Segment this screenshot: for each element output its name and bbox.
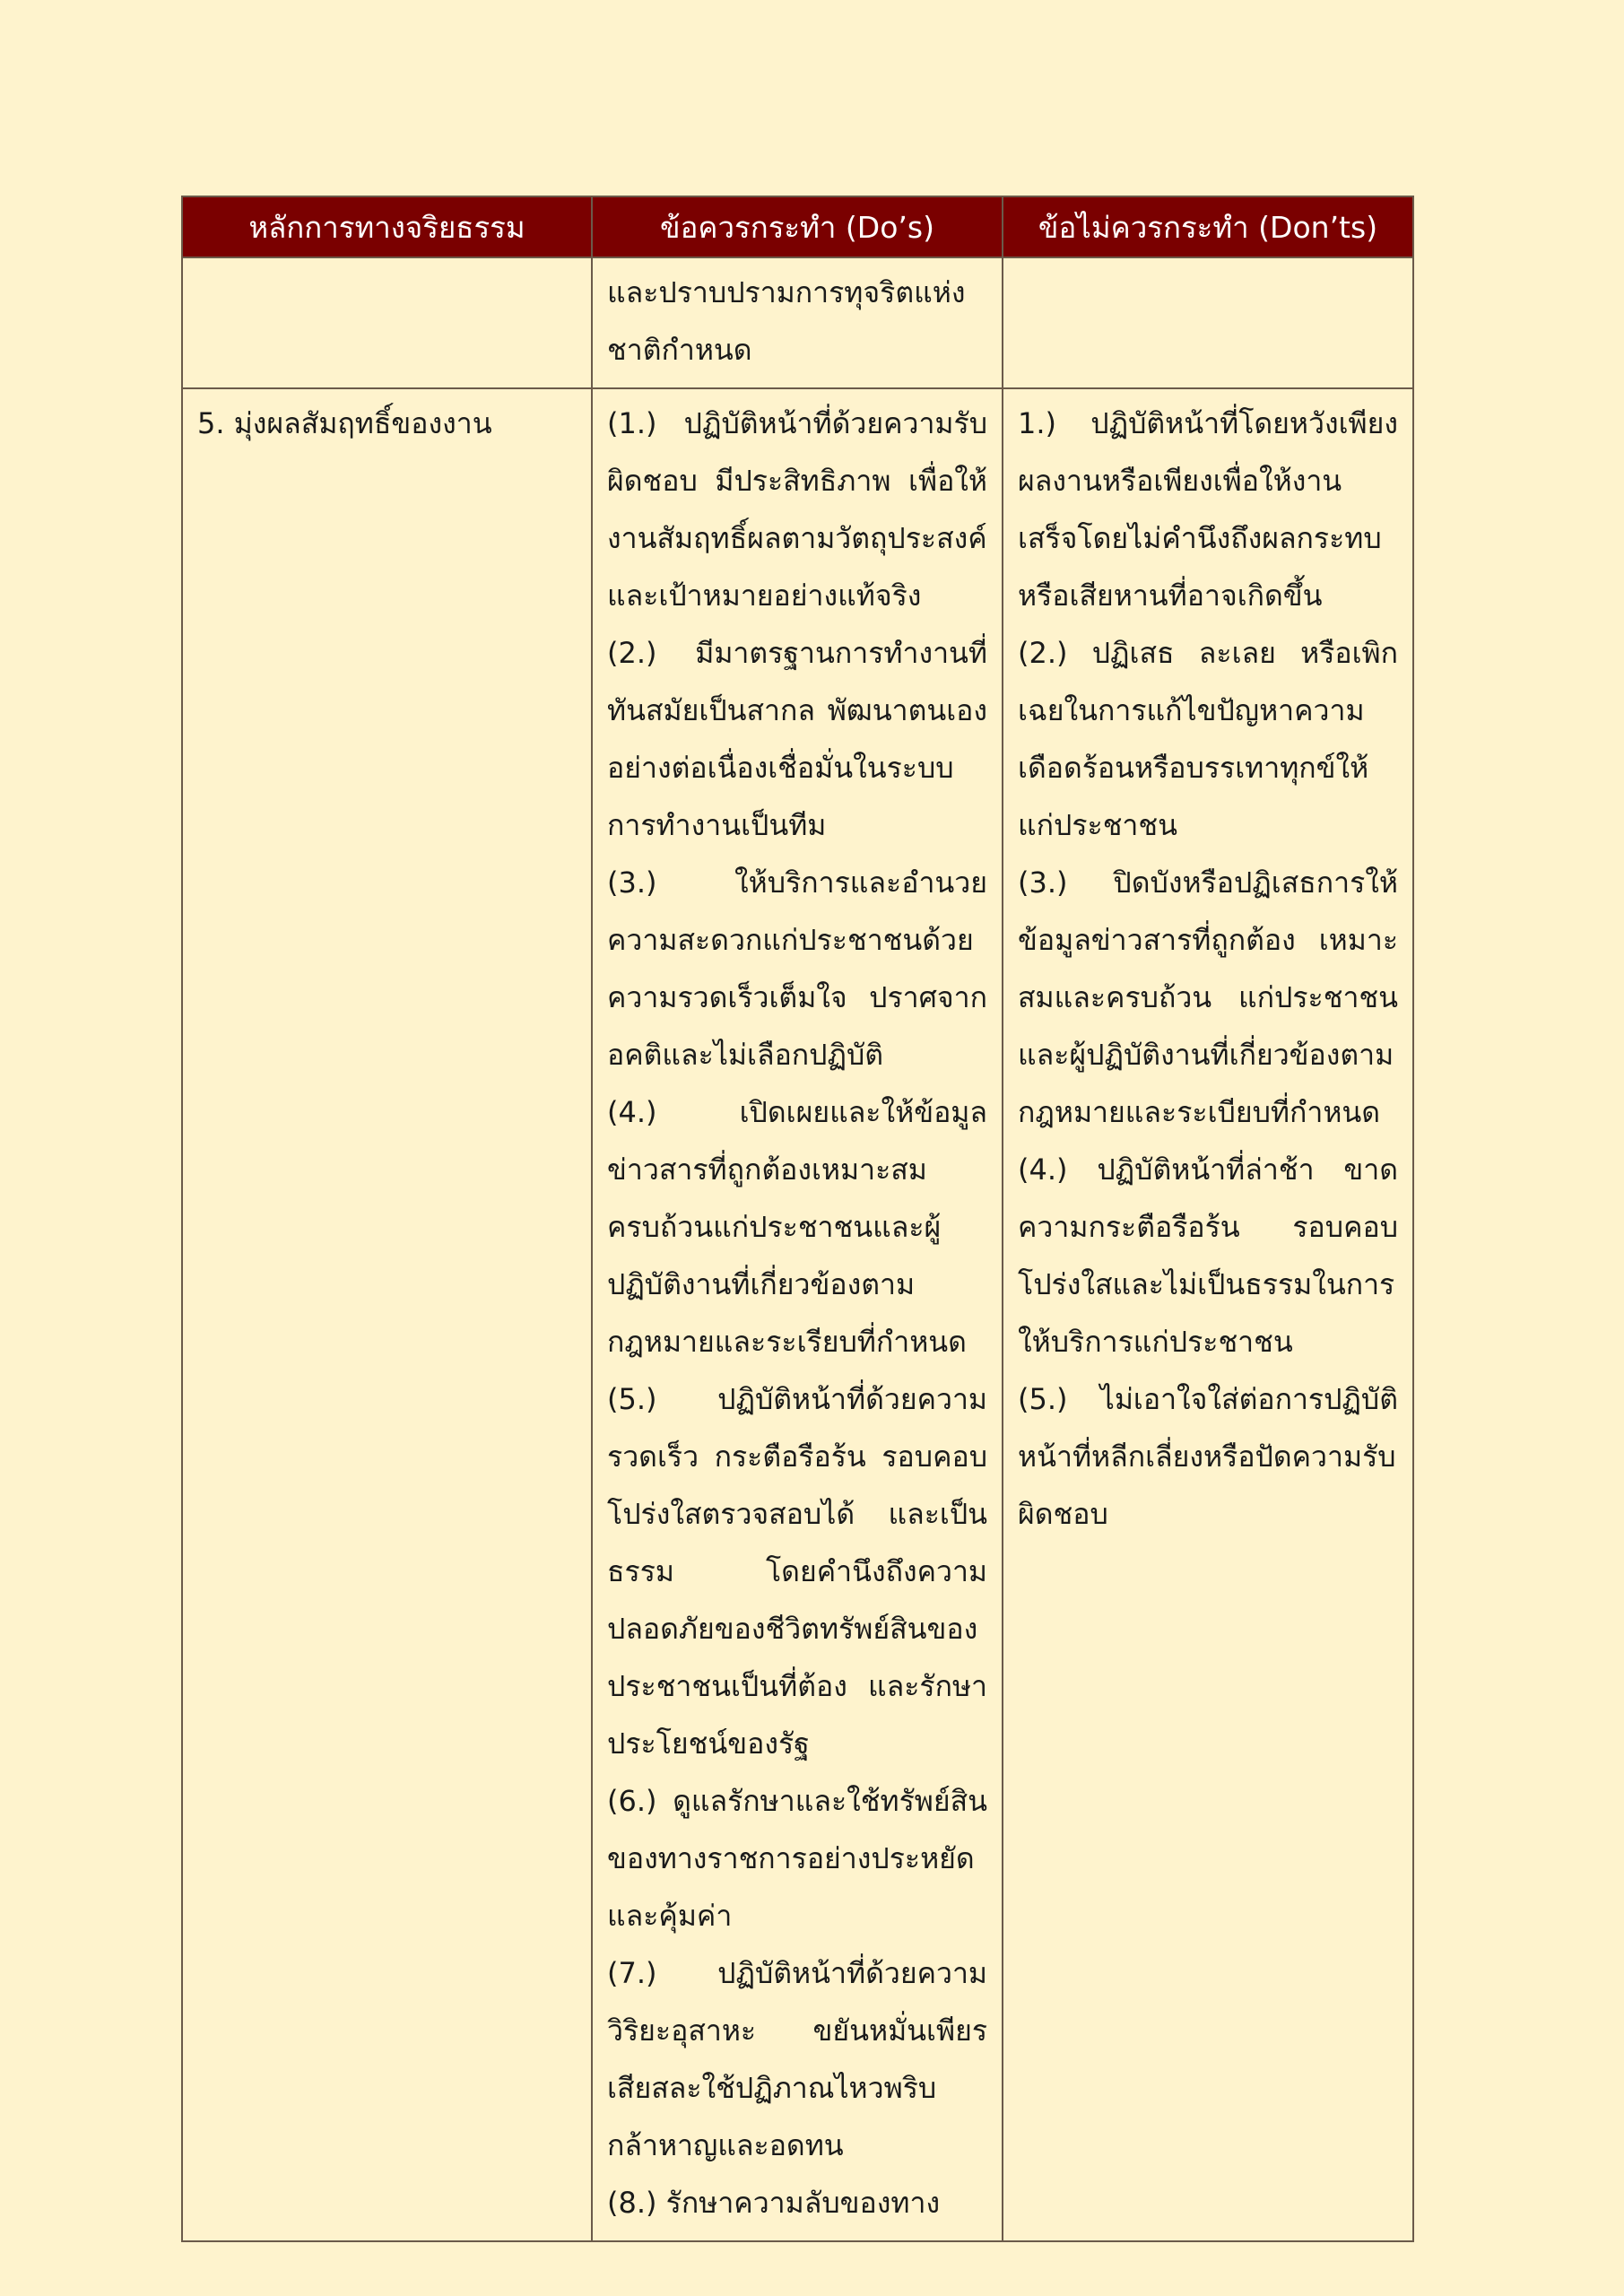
dos-cell	[592, 257, 1003, 388]
donts-item: 1.) ปฏิบัติหน้าที่โดยหวังเพียงผลงานหรือเพียงเพื่อให้งานเสร็จโดยไม่คำนึงถึงผลกระทบหรือเสียหานที่อาจเกิดขึ้น	[1018, 406, 1398, 613]
dos-item: (1.) ปฏิบัติหน้าที่ด้วยความรับผิดชอบ มีประสิทธิภาพ เพื่อให้งานสัมฤทธิ์ผลตามวัตถุประสงค์และเป้าหมายอย่างแท้จริง	[607, 406, 987, 613]
header-dos: ข้อควรกระทำ (Do’s)	[592, 196, 1003, 257]
donts-item: (4.) ปฏิบัติหน้าที่ล่าช้า ขาดความกระตือรือร้น รอบคอบ โปร่งใสและไม่เป็นธรรมในการให้บริการแก่ประชาชน	[1018, 1152, 1398, 1359]
dos-item: (8.) รักษาความลับของทาง	[607, 2186, 941, 2220]
dos-item: (4.) เปิดเผยและให้ข้อมูลข่าวสารที่ถูกต้องเหมาะสม ครบถ้วนแก่ประชาชนและผู้ปฏิบัติงานที่เกี่ยวข้องตามกฎหมายและระเรียบที่กำหนด	[607, 1095, 987, 1359]
table-header-row	[182, 196, 1413, 257]
table-row	[182, 388, 1413, 2241]
table-row	[182, 257, 1413, 388]
dos-item: และปราบปรามการทุจริตแห่งชาติกำหนด	[607, 275, 966, 367]
dos-item: (6.) ดูแลรักษาและใช้ทรัพย์สินของทางราชการอย่างประหยัดและคุ้มค่า	[607, 1784, 987, 1933]
header-donts: ข้อไม่ควรกระทำ (Don’ts)	[1003, 196, 1413, 257]
donts-item: (3.) ปิดบังหรือปฏิเสธการให้ข้อมูลข่าวสารที่ถูกต้อง เหมาะสมและครบถ้วน แก่ประชาชนและผู้ปฏิบัติงานที่เกี่ยวข้องตามกฎหมายและระเบียบที่กำหนด	[1018, 865, 1398, 1129]
header-principle: หลักการทางจริยธรรม	[182, 196, 592, 257]
ethics-table	[181, 196, 1414, 2242]
principle-cell	[182, 257, 592, 388]
donts-cell	[1003, 257, 1413, 388]
donts-item: (2.) ปฏิเสธ ละเลย หรือเพิกเฉยในการแก้ไขปัญหาความเดือดร้อนหรือบรรเทาทุกข์ให้แก่ประชาชน	[1018, 636, 1398, 842]
dos-item: (2.) มีมาตรฐานการทำงานที่ทันสมัยเป็นสากล พัฒนาตนเองอย่างต่อเนื่องเชื่อมั่นในระบบการทำงานเป็นทีม	[607, 636, 987, 842]
dos-cell	[592, 388, 1003, 2241]
donts-cell	[1003, 388, 1413, 2241]
principle-cell: 5. มุ่งผลสัมฤทธิ์ของงาน	[182, 388, 592, 2241]
dos-item: (3.) ให้บริการและอำนวยความสะดวกแก่ประชาชนด้วยความรวดเร็วเต็มใจ ปราศจากอคติและไม่เลือกปฏิบัติ	[607, 865, 987, 1072]
donts-item: (5.) ไม่เอาใจใส่ต่อการปฏิบัติหน้าที่หลีกเลี่ยงหรือปัดความรับผิดชอบ	[1018, 1382, 1398, 1531]
dos-item: (5.) ปฏิบัติหน้าที่ด้วยความรวดเร็ว กระตือรือร้น รอบคอบ โปร่งใสตรวจสอบได้ และเป็นธรรม โดยคำนึงถึงความปลอดภัยของชีวิตทรัพย์สินของประชาชนเป็นที่ต้อง และรักษาประโยชน์ของรัฐ	[607, 1382, 987, 1761]
dos-item: (7.) ปฏิบัติหน้าที่ด้วยความวิริยะอุสาหะ ขยันหมั่นเพียร เสียสละใช้ปฏิภาณไหวพริบ กล้าหาญและอดทน	[607, 1956, 987, 2162]
